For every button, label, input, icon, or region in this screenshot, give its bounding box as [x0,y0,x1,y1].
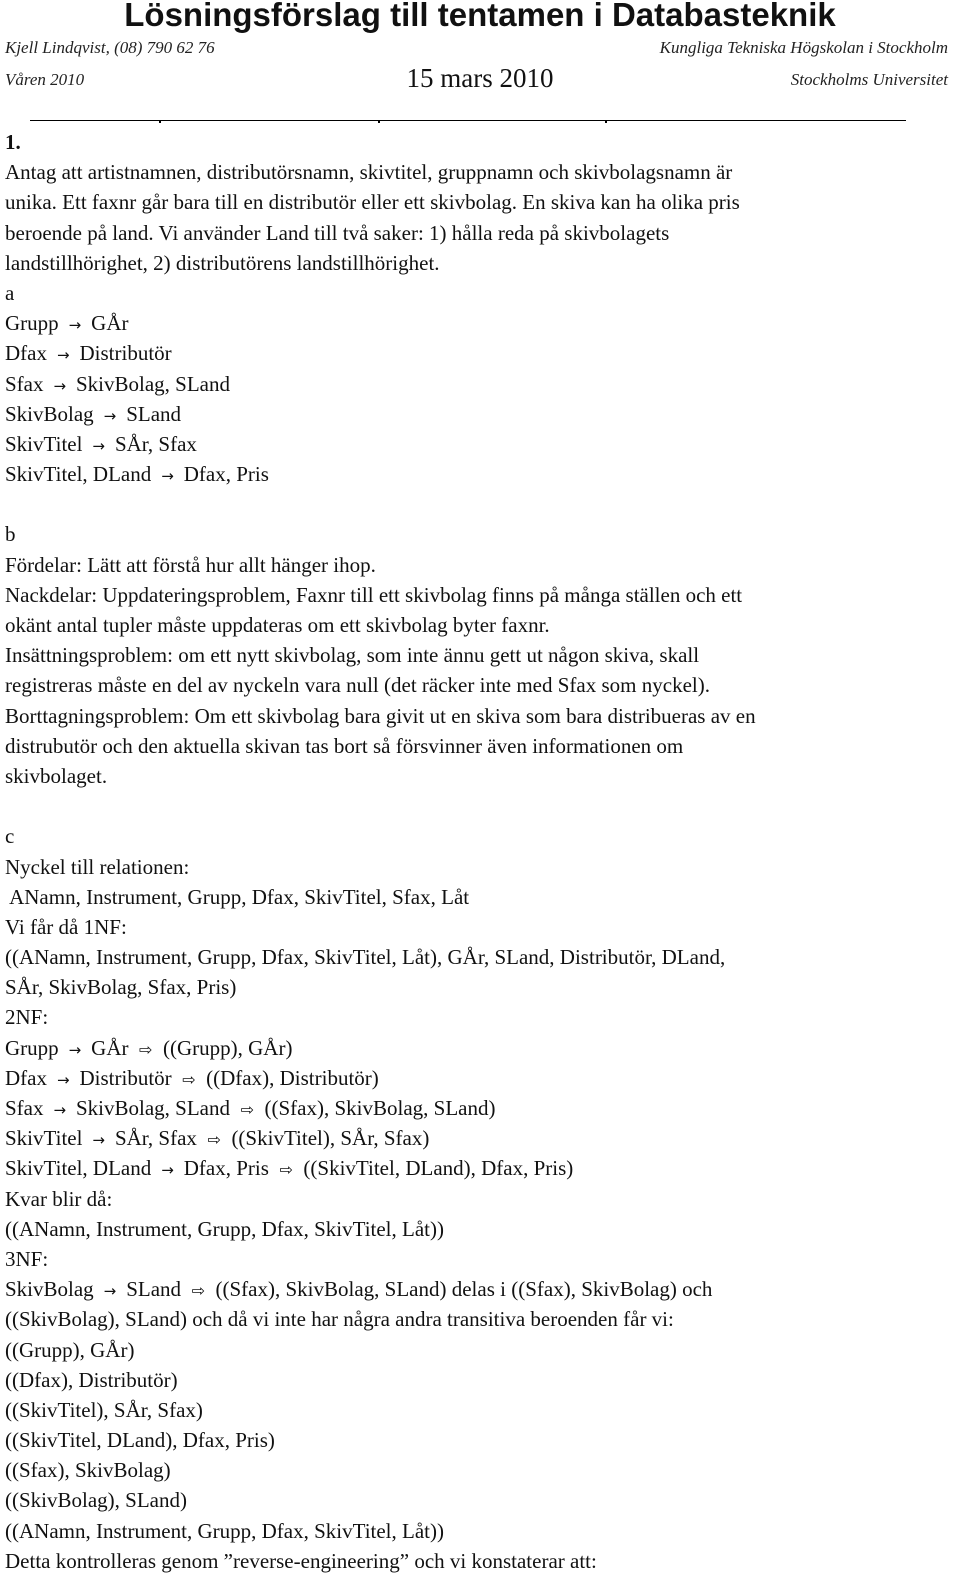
key-heading: Nyckel till relationen: [5,854,190,879]
fd-arrow-icon: → [53,376,67,395]
implies-arrow-icon: ⇨ [191,1281,205,1301]
implies-arrow-icon: ⇨ [207,1130,221,1150]
rule-tick [605,120,607,123]
closing-line: Detta kontrolleras genom ”reverse-engineering” och vi konstaterar att: [5,1548,597,1573]
term-line: Våren 2010 [5,70,85,89]
exam-date: 15 mars 2010 [406,63,554,93]
fd-arrow-icon: → [56,1070,70,1089]
fd-arrow-icon: → [92,436,105,455]
nf2-line: Grupp → GÅr ⇨ ((Grupp), GÅr) [5,1033,756,1063]
part-c-label: c [5,824,15,849]
fd-line: SkivTitel → SÅr, Sfax [5,429,756,459]
su-line: Stockholms Universitet [790,70,948,89]
nf3-heading: 3NF: [5,1246,49,1271]
relation-line: ((ANamn, Instrument, Grupp, Dfax, SkivTitel, Låt)) [5,1518,444,1543]
relation-line: ((Sfax), SkivBolag) [5,1458,171,1483]
implies-arrow-icon: ⇨ [139,1039,153,1059]
nf1-relation: ((ANamn, Instrument, Grupp, Dfax, SkivTitel, Låt), GÅr, SLand, Distributör, DLand, [5,945,726,970]
fd-line: Sfax → SkivBolag, SLand [5,369,756,399]
nf2-line: SkivTitel → SÅr, Sfax ⇨ ((SkivTitel), SÅr, Sfax) [5,1123,756,1153]
nf3-continuation: ((SkivBolag), SLand) och då vi inte har några andra transitiva beroenden får vi: [5,1307,674,1332]
fd-arrow-icon: → [161,467,174,486]
rule-tick [378,120,380,123]
fd-line: Dfax → Distributör [5,338,756,368]
author-line: Kjell Lindqvist, (08) 790 62 76 [5,38,215,57]
nf1-relation: SÅr, SkivBolag, Sfax, Pris) [5,975,237,1000]
fd-arrow-icon: → [103,1282,117,1301]
remaining-heading: Kvar blir då: [5,1186,113,1211]
fd-line: SkivBolag → SLand [5,399,756,429]
problem-intro: Antag att artistnamnen, distributörsnamn, skivtitel, gruppnamn och skivbolagsnamn är unika. Ett faxnr går bara till en distributör eller ett skivbolag. En skiva kan ha olika pris beroende på land. Vi använder Land till två saker: 1) hålla reda på skivbolagets landstillhörighet, 2) distributörens landstillhörighet. [5,160,740,275]
implies-arrow-icon: ⇨ [279,1160,293,1180]
relation-line: ((Dfax), Distributör) [5,1367,178,1392]
nf2-decomposition [5,1033,756,1184]
fd-arrow-icon: → [56,346,70,365]
kth-line: Kungliga Tekniska Högskolan i Stockholm [659,38,948,57]
nf3-line: SkivBolag → SLand ⇨ ((Sfax), SkivBolag, SLand) delas i ((Sfax), SkivBolag) och [5,1274,756,1304]
fd-arrow-icon: → [53,1101,67,1119]
nf2-line: SkivTitel, DLand → Dfax, Pris ⇨ ((SkivTitel, DLand), Dfax, Pris) [5,1153,756,1183]
header-rule [30,120,906,121]
nf2-line: Sfax → SkivBolag, SLand ⇨ ((Sfax), SkivBolag, SLand) [5,1093,756,1123]
implies-arrow-icon: ⇨ [240,1100,254,1119]
nf2-line: Dfax → Distributör ⇨ ((Dfax), Distributör) [5,1063,756,1093]
rule-tick [159,120,161,123]
problem-1 [5,127,756,1576]
part-b-text: Fördelar: Lätt att förstå hur allt hänger ihop. Nackdelar: Uppdateringsproblem, Faxnr till ett skivbolag finns på många ställen och ett okänt antal tupler måste uppdateras om ett skivbolag byter faxnr. Insättningsproblem: om ett nytt skivbolag, som inte ännu gett ut någon skiva, skall registreras måste en del av nyckeln vara null (det räcker inte med Sfax som nyckel). Borttagningsproblem: Om ett skivbolag bara givit ut en skiva som bara distribueras av en distrubutör och den aktuella skivan tas bort så försvinner även informationen om skivbolaget. [5,552,756,788]
fd-arrow-icon: → [92,1131,105,1150]
part-b-label: b [5,522,16,547]
implies-arrow-icon: ⇨ [182,1069,196,1089]
nf1-heading: Vi får då 1NF: [5,914,127,939]
fd-arrow-icon: → [68,316,82,335]
relation-line: ((Grupp), GÅr) [5,1337,135,1362]
fd-line: Grupp → GÅr [5,308,756,338]
blank-line [5,791,756,821]
remaining-relation: ((ANamn, Instrument, Grupp, Dfax, SkivTitel, Låt)) [5,1216,444,1241]
fd-arrow-icon: → [161,1161,174,1180]
fd-arrow-icon: → [103,406,117,425]
relation-line: ((SkivTitel), SÅr, Sfax) [5,1397,203,1422]
problem-number: 1. [5,130,21,154]
key-attributes: ANamn, Instrument, Grupp, Dfax, SkivTitel, Sfax, Låt [5,884,470,909]
document-title: Lösningsförslag till tentamen i Databasteknik [124,0,836,33]
relation-line: ((SkivTitel, DLand), Dfax, Pris) [5,1428,275,1453]
relation-line: ((SkivBolag), SLand) [5,1488,187,1513]
nf2-heading: 2NF: [5,1005,49,1030]
blank-line [5,489,756,519]
functional-dependencies [5,308,756,489]
nf3-relations [5,1335,756,1546]
part-a-label: a [5,280,15,305]
fd-arrow-icon: → [68,1040,82,1059]
fd-line: SkivTitel, DLand → Dfax, Pris [5,459,756,489]
